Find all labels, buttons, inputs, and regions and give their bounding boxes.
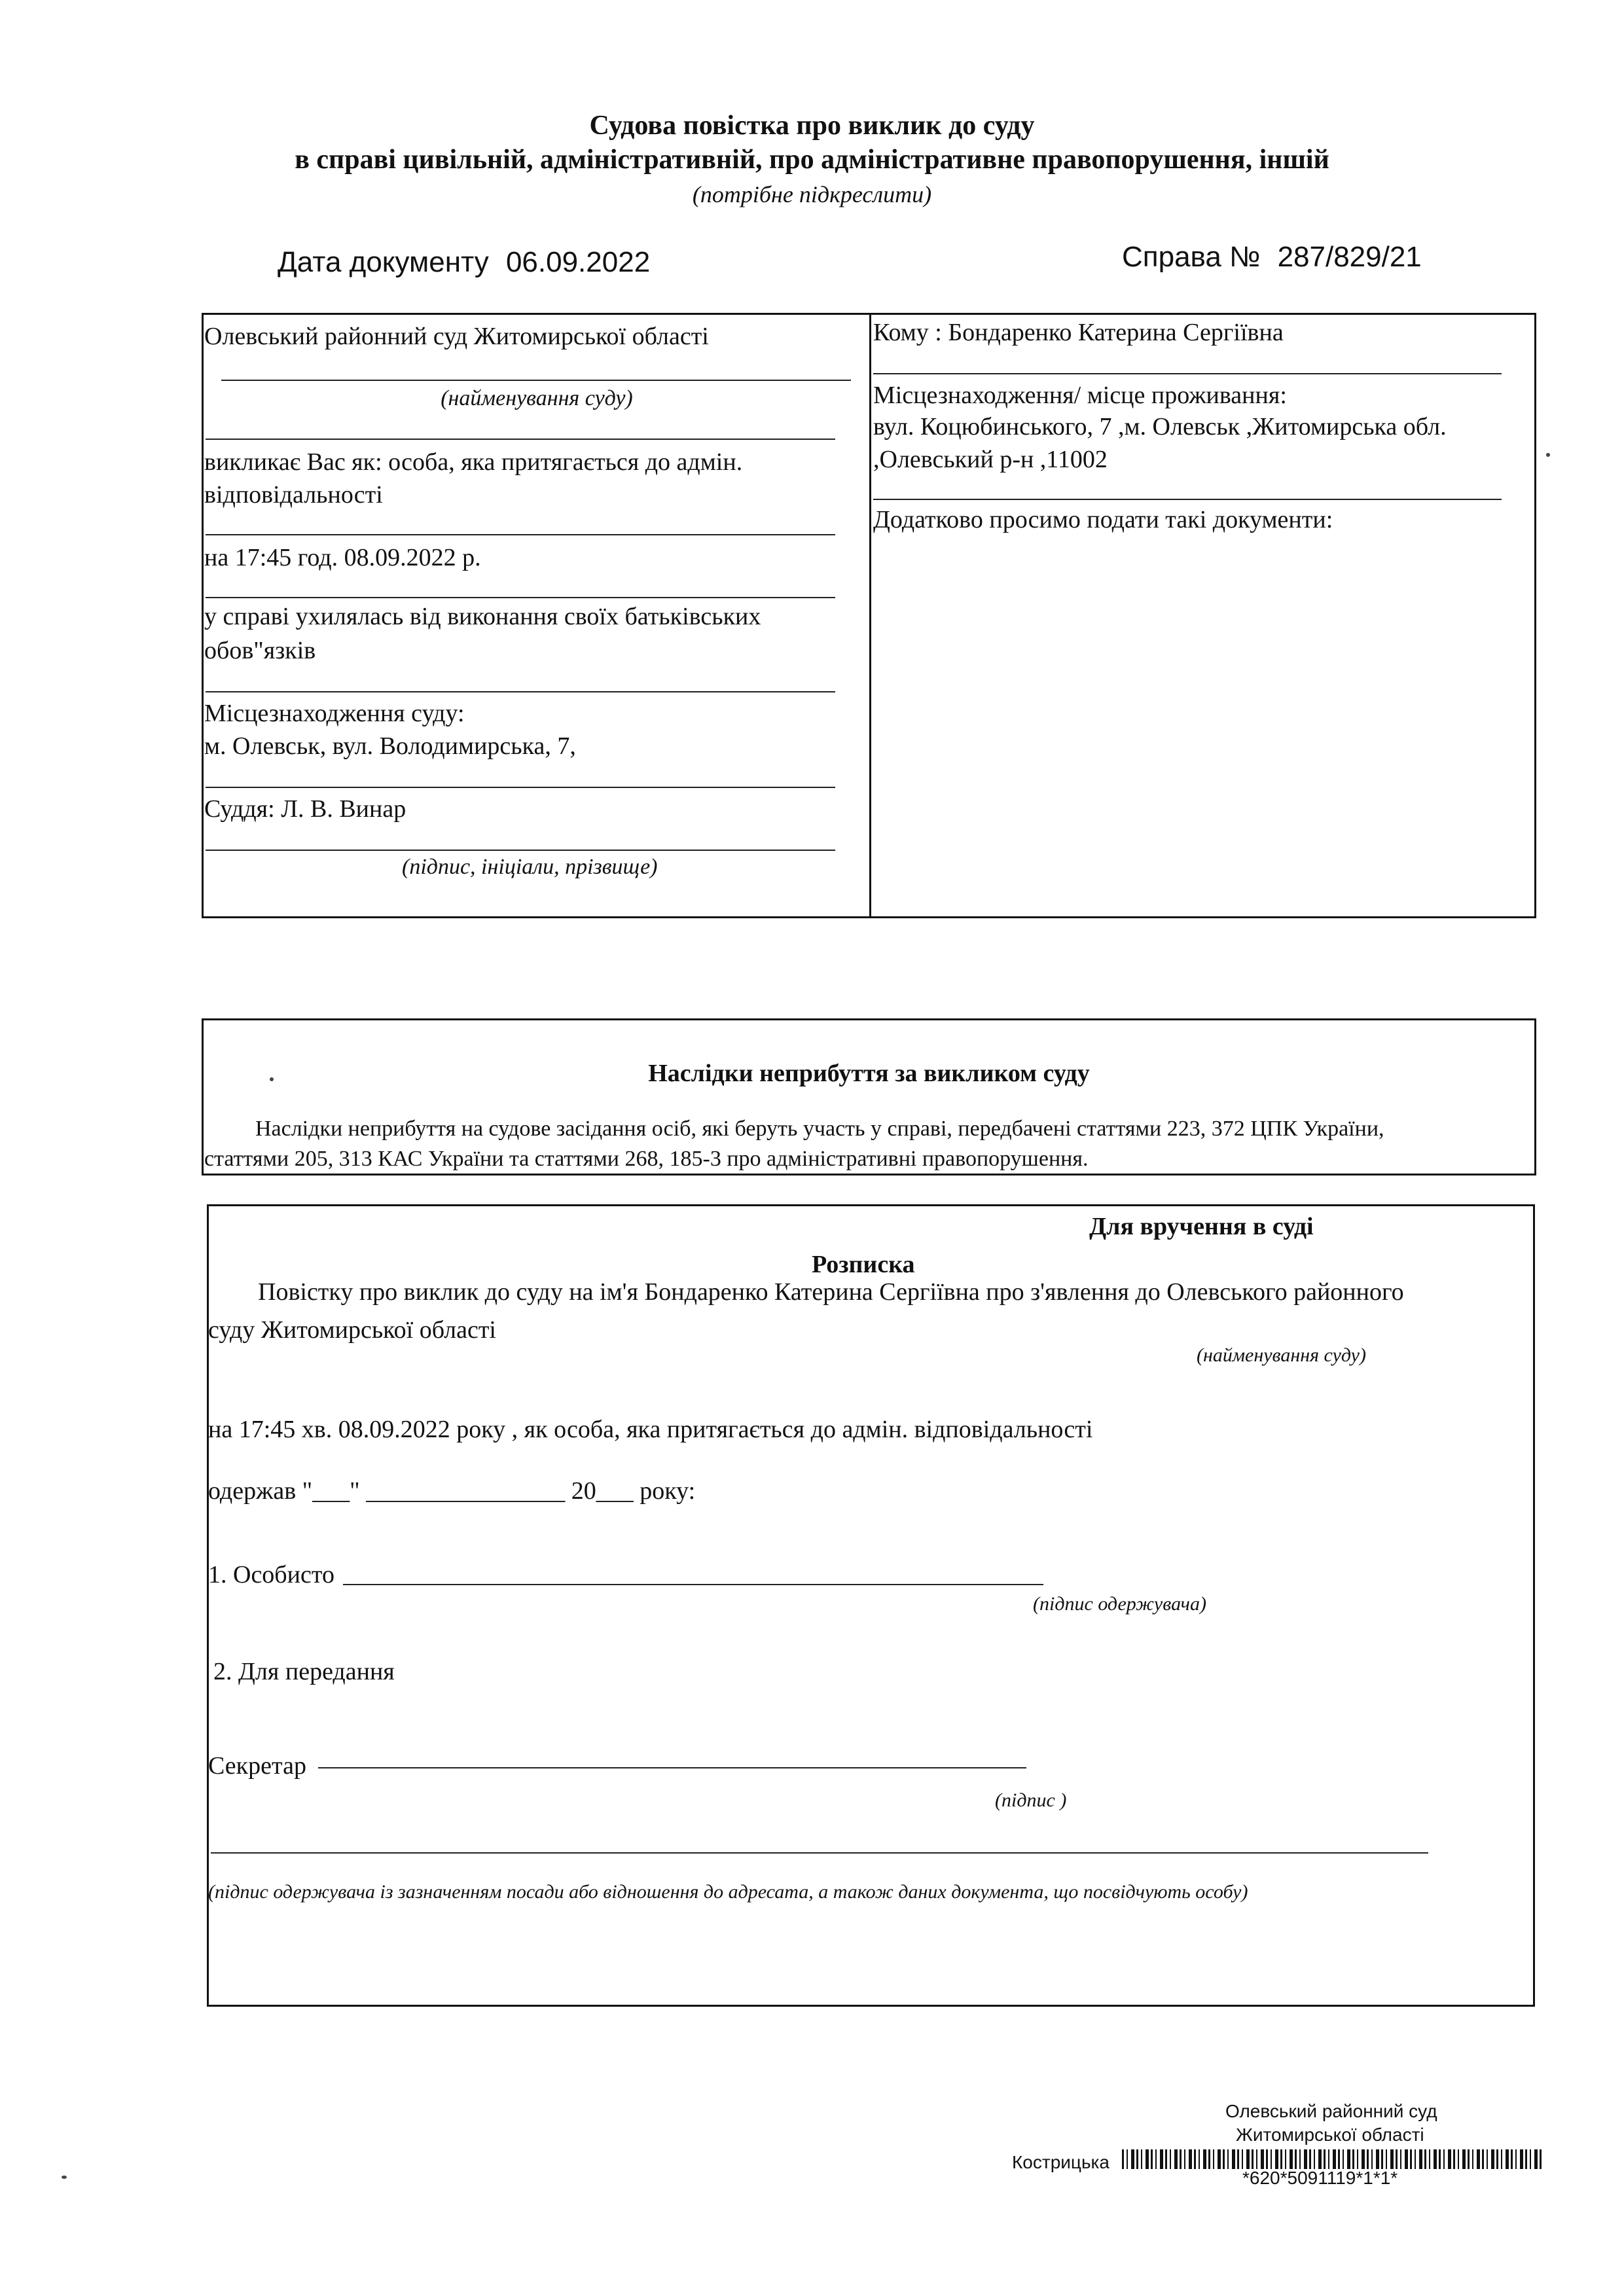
table-divider xyxy=(869,313,871,918)
recipient-name: Кому : Бондаренко Катерина Сергіївна xyxy=(873,319,1284,346)
secretary-label: Секретар xyxy=(208,1752,306,1780)
stamp-clerk-name: Кострицька xyxy=(1012,2152,1110,2172)
received-date-line: одержав "___" ________________ 20___ року: xyxy=(208,1477,696,1505)
case-number-value: 287/829/21 xyxy=(1277,241,1422,273)
case-subject-line1: у справі ухилялась від виконання своїх батьківських xyxy=(204,603,761,630)
barcode-number: *620*5091119*1*1* xyxy=(1242,2168,1398,2188)
hearing-time: на 17:45 год. 08.09.2022 р. xyxy=(204,544,481,571)
summons-role-line2: відповідальності xyxy=(204,481,383,509)
secretary-signature-caption: (підпис ) xyxy=(995,1789,1067,1811)
recipient-address-line2: ,Олевський р-н ,11002 xyxy=(873,446,1108,473)
court-name-caption: (найменування суду) xyxy=(441,386,633,410)
scan-speck xyxy=(1546,453,1550,457)
additional-documents: Додатково просимо подати такі документи: xyxy=(873,506,1333,533)
receipt-time-line: на 17:45 хв. 08.09.2022 року , як особа, яка притягається до адмін. відповідальності xyxy=(208,1416,1093,1443)
case-number-row xyxy=(1122,241,1422,274)
case-number-label: Справа № xyxy=(1122,241,1261,273)
court-name: Олевський районний суд Житомирської області xyxy=(204,323,709,350)
court-location-label: Місцезнаходження суду: xyxy=(204,700,465,727)
secretary-signature-line xyxy=(318,1767,1026,1768)
date-row xyxy=(278,246,650,279)
footer-signature-line xyxy=(211,1852,1428,1854)
judge-name: Суддя: Л. В. Винар xyxy=(204,795,406,823)
for-court-label: Для вручення в суді xyxy=(1089,1213,1314,1240)
stamp-court-line2: Житомирської області xyxy=(1236,2125,1424,2145)
court-location-value: м. Олевськ, вул. Володимирська, 7, xyxy=(204,732,576,760)
summons-role-line1: викликає Вас як: особа, яка притягається до адмін. xyxy=(204,448,743,476)
receipt-court-caption: (найменування суду) xyxy=(1197,1344,1366,1366)
scan-speck xyxy=(270,1077,274,1081)
document-title: Судова повістка про виклик до суду xyxy=(589,111,1035,141)
underline-note: (потрібне підкреслити) xyxy=(692,181,932,207)
judge-signature-caption: (підпис, ініціали, прізвище) xyxy=(402,855,658,879)
receipt-line2: суду Житомирської області xyxy=(208,1316,496,1344)
footer-signature-caption: (підпис одержувача із зазначенням посади або відношення до адресата, а також даних документа, що посвідчують особу) xyxy=(208,1881,1248,1903)
recipient-address-line1: вул. Коцюбинського, 7 ,м. Олевськ ,Житомирська обл. xyxy=(873,413,1447,440)
receipt-title: Розписка xyxy=(812,1251,915,1278)
recipient-address-label: Місцезнаходження/ місце проживання: xyxy=(873,382,1287,409)
for-transfer-label: 2. Для передання xyxy=(213,1658,395,1685)
stamp-court-line1: Олевський районний суд xyxy=(1225,2101,1437,2121)
document-subtitle: в справі цивільній, адміністративній, про адміністративне правопорушення, іншій xyxy=(295,145,1329,175)
case-subject-line2: обов"язків xyxy=(204,637,316,664)
receipt-line1: Повістку про виклик до суду на ім'я Бондаренко Катерина Сергіївна про з'явлення до Олевського районного xyxy=(258,1278,1404,1306)
scan-speck xyxy=(62,2176,67,2179)
personally-label: 1. Особисто xyxy=(208,1561,334,1588)
consequences-title: Наслідки неприбуття за викликом суду xyxy=(648,1060,1090,1087)
recipient-signature-line xyxy=(343,1584,1043,1585)
date-label: Дата документу xyxy=(278,246,489,278)
recipient-signature-caption: (підпис одержувача) xyxy=(1033,1593,1206,1615)
consequences-line1: Наслідки неприбуття на судове засідання осіб, які беруть участь у справі, передбачені статтями 223, 372 ЦПК України, xyxy=(255,1117,1384,1141)
date-value: 06.09.2022 xyxy=(505,246,651,278)
barcode xyxy=(1122,2149,1543,2169)
consequences-line2: статтями 205, 313 КАС України та статтями 268, 185-3 про адміністративні правопорушення. xyxy=(204,1147,1089,1171)
